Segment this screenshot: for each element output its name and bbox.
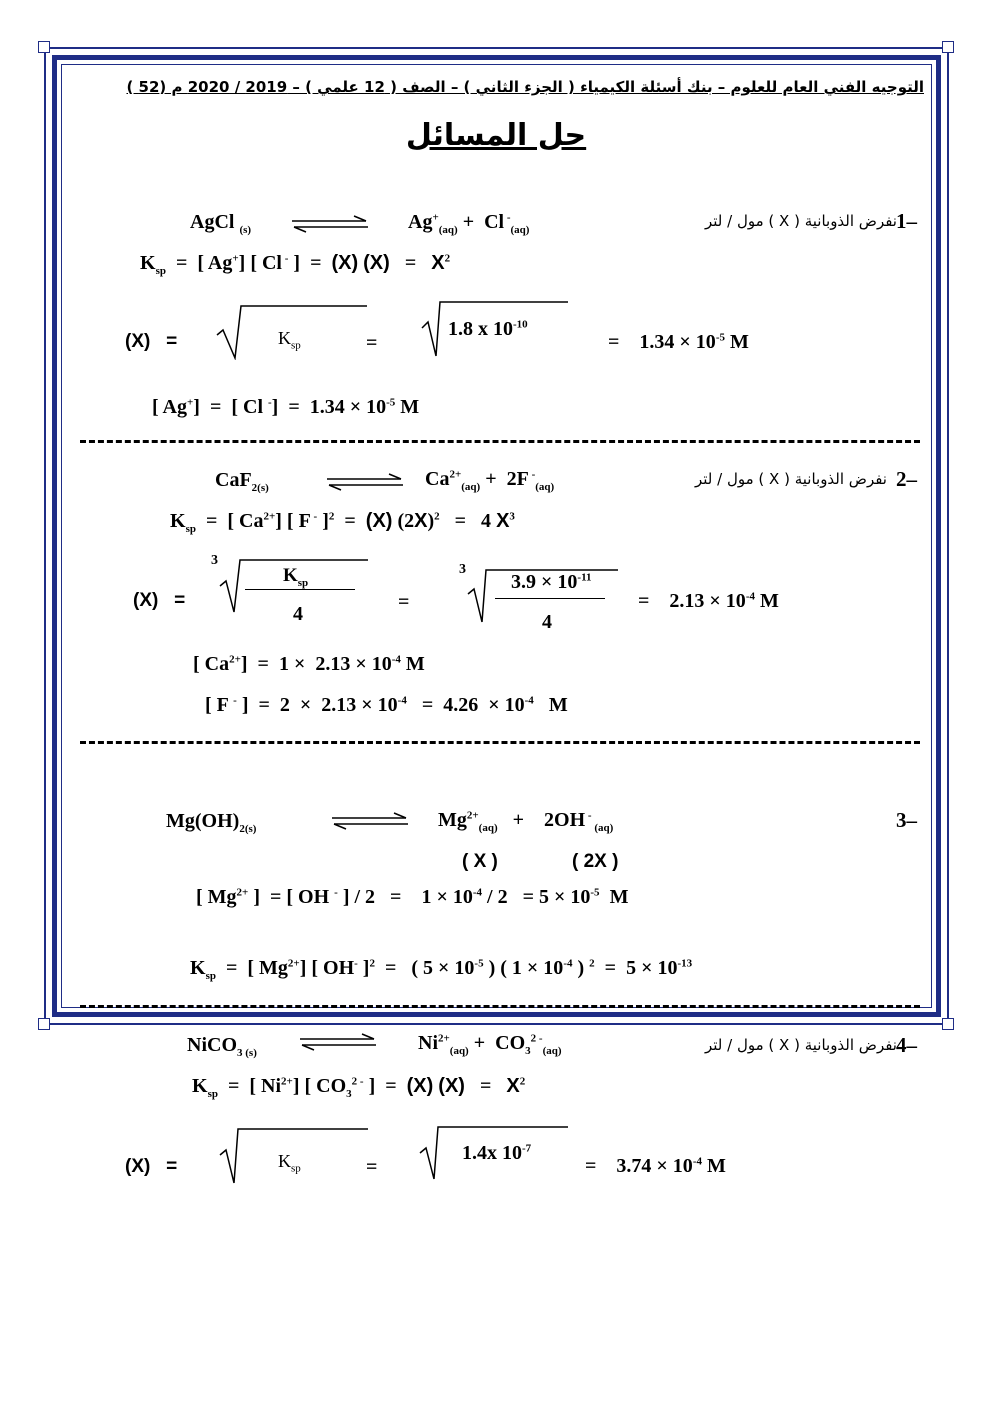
ksp-expression: $K_{sp}$ = [ $Ni^{2+}$] [ $CO_3^{2 -}$ ] = (X) $(X) = X^2$ — [192, 1075, 526, 1100]
result: = $1.34 \times 10^{-5}$ M — [608, 331, 749, 353]
reactant: Mg(OH) — [166, 810, 240, 832]
reactant-state: 3 (s) — [237, 1047, 257, 1059]
ion-concentration: [ Ag+] = [ Cl $^-] = 1.34 \times 10^{-5}$ M — [152, 396, 420, 418]
result-exponent: -4 — [745, 590, 755, 603]
corner-ornament — [942, 41, 954, 53]
corner-ornament — [38, 1018, 50, 1030]
page-header: التوجيه الفني العام للعلوم – بنك أسئلة الكيمياء ( الجزء الثاني ) – الصف ( 12 علمي ) – 2019 / 2020 م (52 ) — [126, 78, 924, 96]
equilibrium-equation — [166, 810, 256, 835]
fraction-bar — [245, 589, 355, 590]
root-index: 3 — [459, 562, 466, 577]
separator — [80, 741, 920, 744]
radicand-exponent: -7 — [522, 1142, 532, 1155]
equals: = — [366, 332, 378, 354]
assumption-text: نفرض الذوبانية ( X ) مول / لتر — [704, 212, 897, 230]
result-unit: M — [729, 331, 749, 353]
problem-number: 2– — [896, 467, 917, 491]
assumption-text: نفرض الذوبانية ( X ) مول / لتر — [694, 470, 887, 488]
ksp-result: 5 × 10 — [626, 957, 678, 979]
radicand — [511, 571, 591, 594]
corner-ornament — [942, 1018, 954, 1030]
denominator: 4 — [542, 611, 552, 633]
result-value: 1.34 × 10 — [639, 331, 716, 353]
result-exponent: -5 — [715, 331, 725, 344]
result-exponent: -4 — [692, 1155, 702, 1168]
x-symbol: (X) = — [133, 590, 186, 611]
result-unit: M — [759, 590, 779, 612]
products: $Mg^{2+}_{(aq)}$ + 2OH - $_{(aq)}$ — [438, 809, 614, 834]
reactant: CaF — [215, 469, 252, 491]
radicand — [462, 1142, 531, 1165]
ion-concentration: [ $Ca^{2+}] = 1 \times 2.13 \times 10^{-4}$ M — [193, 653, 425, 675]
concentration-line: [ $Mg^{2+}$ ] = [ OH - ] / 2 = $1 \times 10^{-4} / 2 = 5 \times 10^{-5}$ M — [196, 886, 629, 908]
problem-number: 1– — [896, 209, 917, 233]
equilibrium-arrow-icon — [325, 472, 405, 492]
equilibrium-equation — [187, 1034, 257, 1059]
ksp-expression: $K_{sp}$ = [ Ag+] [ Cl - ] = (X) $(X) = X^2$ — [140, 252, 451, 277]
equals: = — [366, 1156, 378, 1178]
x-symbol: (X) = — [125, 1156, 178, 1177]
ksp-result-exponent: -13 — [677, 957, 693, 970]
products: $Ag^+_{(aq)} + Cl$ -$_{(aq)}$ — [408, 211, 530, 236]
equilibrium-arrow-icon — [330, 811, 410, 831]
products: $Ni^{2+}_{(aq)} + CO_3^{2 -}_{(aq)}$ — [418, 1032, 562, 1057]
ksp-symbol: $K_{sp}$ — [283, 565, 309, 589]
radicand-base: 1.8 x 10 — [448, 318, 513, 340]
fraction-bar — [495, 598, 605, 599]
reactant: AgCl — [190, 211, 235, 233]
ion-concentration: [ F - ] = $2 \times 2.13 \times 10^{-4} = 4.26 \times 10^{-4}$ M — [205, 694, 568, 716]
result: = $2.13 \times 10^{-4}$ M — [638, 590, 779, 612]
separator — [80, 1005, 920, 1008]
corner-ornament — [38, 41, 50, 53]
radicand-exponent: -11 — [577, 571, 592, 584]
root-index: 3 — [211, 553, 218, 568]
products: $Ca^{2+}_{(aq)} + 2F$ -$_{(aq)}$ — [425, 468, 555, 493]
ksp-symbol: $K_{sp}$ — [278, 328, 301, 352]
equals: = — [398, 591, 410, 613]
radicand-base: 3.9 × 10 — [511, 571, 578, 593]
separator — [80, 440, 920, 443]
radicand — [448, 318, 528, 341]
reactant-state: (s) — [239, 224, 252, 236]
x-label: ( X ) — [462, 851, 498, 872]
equilibrium-equation — [215, 469, 269, 494]
radicand-base: 1.4x 10 — [462, 1142, 522, 1164]
result-value: 3.74 × 10 — [616, 1155, 693, 1177]
2x-label: ( 2X ) — [572, 851, 619, 872]
ksp-symbol: $K_{sp}$ — [278, 1151, 301, 1175]
ksp-expression: $K_{sp}$ = [ $Ca^{2+}$] [ F - ]$^2$ = (X) $(2X)^2 = 4$ $X^3$ — [170, 510, 515, 535]
reactant: NiCO — [187, 1034, 237, 1056]
equilibrium-equation — [190, 211, 251, 236]
problem-number: 4– — [896, 1033, 917, 1057]
result-unit: M — [706, 1155, 726, 1177]
equilibrium-arrow-icon — [298, 1032, 378, 1052]
reactant-state: 2(s) — [239, 823, 257, 835]
reactant-state: 2(s) — [251, 482, 269, 494]
radicand-exponent: -10 — [513, 318, 528, 331]
result: = $3.74 \times 10^{-4}$ M — [585, 1155, 726, 1177]
denominator: 4 — [293, 603, 303, 625]
equilibrium-arrow-icon — [290, 214, 370, 234]
page-title: حل المسائل — [405, 118, 587, 153]
ksp-calculation: $K_{sp}$ = [ $Mg^{2+}$] [ OH- ]$^2$ = ( $5 \times 10^{-5}$ ) ( $1 \times 10^{-4}$ ) $^2 = 5 \times 10^{-13}$ — [190, 957, 693, 982]
result-value: 2.13 × 10 — [669, 590, 746, 612]
problem-number: 3– — [896, 808, 917, 832]
assumption-text: نفرض الذوبانية ( X ) مول / لتر — [704, 1036, 897, 1054]
x-symbol: (X) = — [125, 331, 178, 352]
